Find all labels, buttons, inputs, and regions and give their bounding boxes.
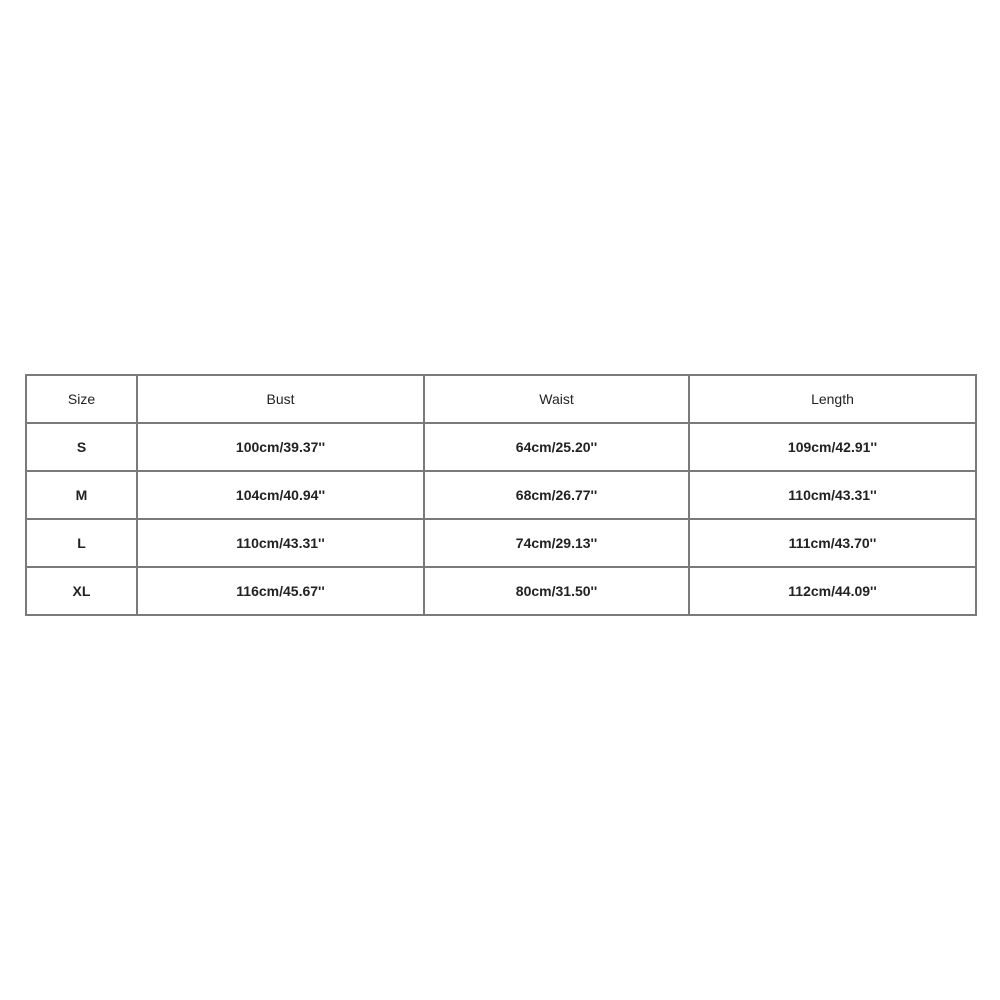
cell-bust: 104cm/40.94'': [137, 471, 424, 519]
cell-length: 110cm/43.31'': [689, 471, 976, 519]
table-row: [26, 567, 976, 615]
cell-size: XL: [26, 567, 137, 615]
cell-waist: 80cm/31.50'': [424, 567, 689, 615]
header-length: Length: [689, 375, 976, 423]
cell-length: 112cm/44.09'': [689, 567, 976, 615]
table-row: [26, 423, 976, 471]
cell-bust: 116cm/45.67'': [137, 567, 424, 615]
cell-waist: 64cm/25.20'': [424, 423, 689, 471]
header-size: Size: [26, 375, 137, 423]
header-row: [26, 375, 976, 423]
cell-length: 111cm/43.70'': [689, 519, 976, 567]
cell-bust: 110cm/43.31'': [137, 519, 424, 567]
cell-size: M: [26, 471, 137, 519]
cell-size: S: [26, 423, 137, 471]
cell-length: 109cm/42.91'': [689, 423, 976, 471]
size-chart-table: [25, 374, 977, 616]
cell-waist: 68cm/26.77'': [424, 471, 689, 519]
table-body: [26, 423, 976, 615]
cell-waist: 74cm/29.13'': [424, 519, 689, 567]
table-header: [26, 375, 976, 423]
cell-bust: 100cm/39.37'': [137, 423, 424, 471]
cell-size: L: [26, 519, 137, 567]
table-row: [26, 471, 976, 519]
table-row: [26, 519, 976, 567]
header-waist: Waist: [424, 375, 689, 423]
header-bust: Bust: [137, 375, 424, 423]
